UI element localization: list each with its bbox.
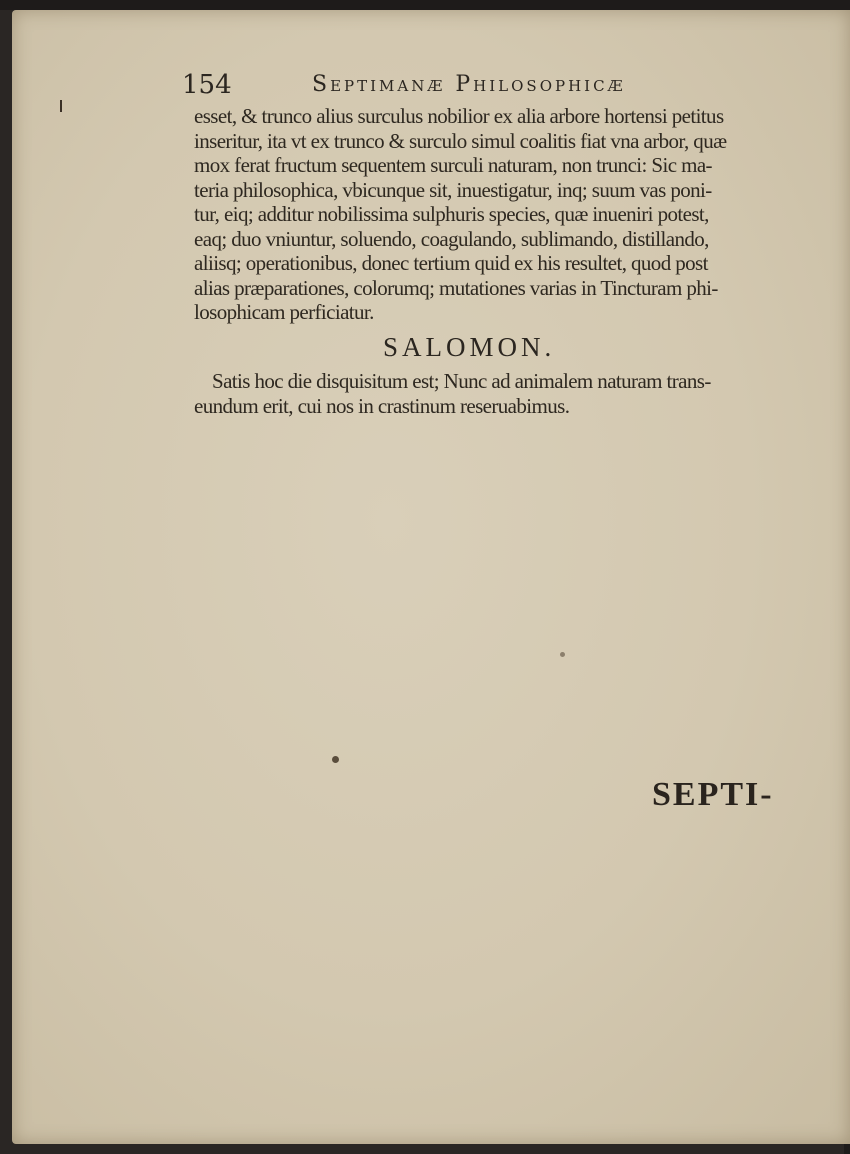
margin-mark	[60, 100, 62, 112]
text-line: mox ferat fructum sequentem surculi naturam, non trunci: Sic ma-	[194, 153, 712, 177]
text-line: losophicam perficiatur.	[194, 300, 374, 324]
text-line: aliisq; operationibus, donec tertium quid ex his resultet, quod post	[194, 251, 708, 275]
running-head	[182, 70, 702, 104]
text-line: inseritur, ita vt ex trunco & surculo simul coalitis fiat vna arbor, quæ	[194, 128, 727, 153]
ink-spot	[560, 652, 565, 657]
running-title: Septimanæ Philosophicæ	[312, 72, 626, 97]
ink-spot	[332, 756, 339, 763]
text-line: Satis hoc die disquisitum est; Nunc ad animalem naturam trans-	[212, 369, 711, 393]
speech-paragraph	[194, 369, 794, 418]
text-line: eundum erit, cui nos in crastinum reseruabimus.	[194, 393, 570, 418]
text-line: alias præparationes, colorumq; mutationes varias in Tincturam phi-	[194, 275, 718, 300]
text-line: esset, & trunco alius surculus nobilior ex alia arbore hortensi petitus	[194, 104, 724, 128]
scan-border-top	[0, 0, 850, 10]
body-paragraph	[194, 104, 794, 325]
speaker-heading: SALOMON.	[383, 332, 556, 362]
text-line: tur, eiq; additur nobilissima sulphuris species, quæ inueniri potest,	[194, 202, 709, 226]
catchword: SEPTI-	[652, 776, 774, 813]
page-number: 154	[182, 70, 232, 100]
text-line: eaq; duo vniuntur, soluendo, coagulando, sublimando, distillando,	[194, 226, 709, 251]
text-line: teria philosophica, vbicunque sit, inuestigatur, inq; suum vas poni-	[194, 177, 712, 202]
